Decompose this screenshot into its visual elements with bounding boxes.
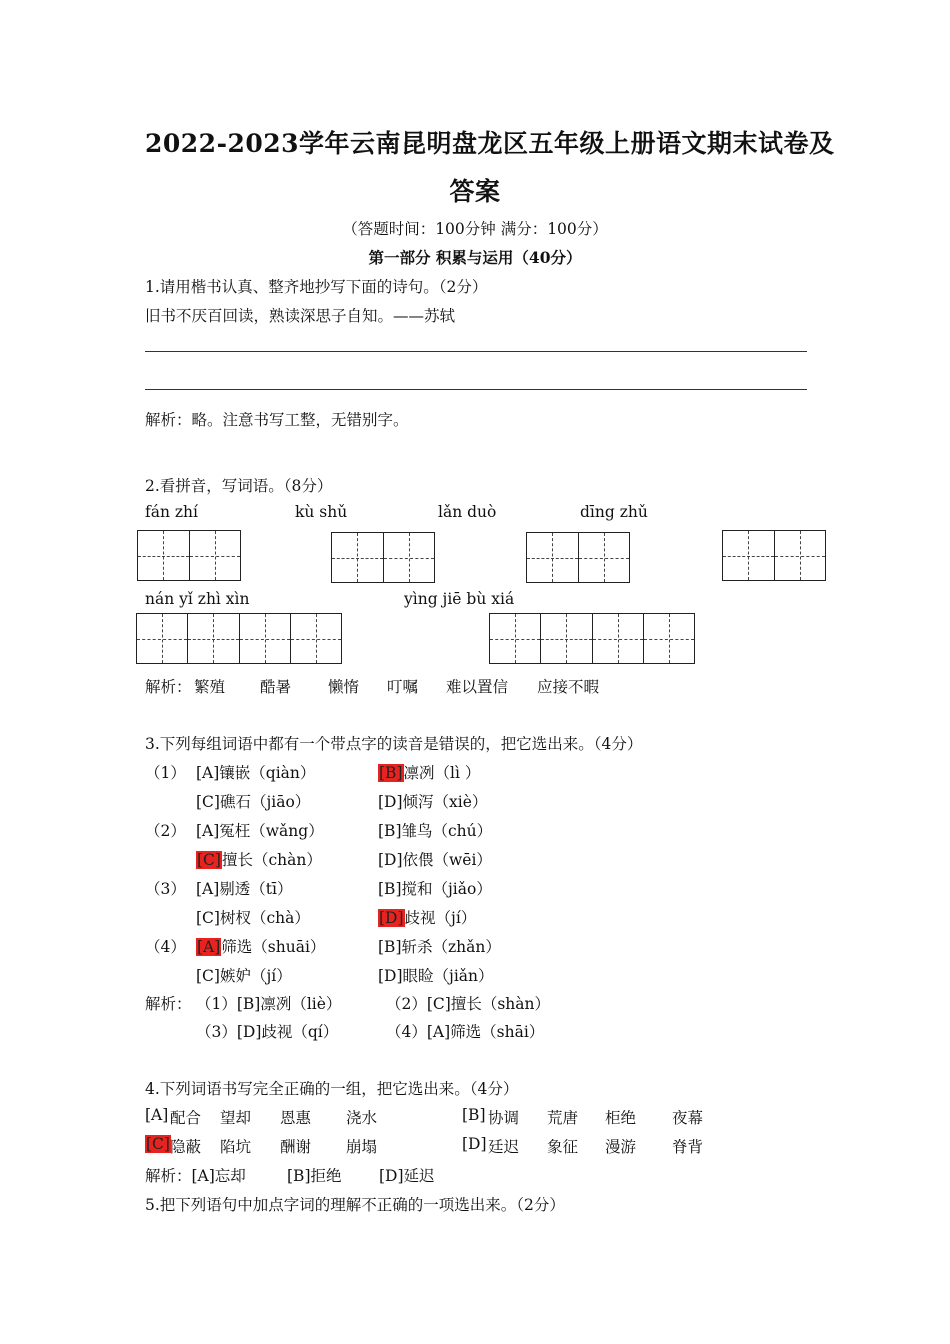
writing-line-1 bbox=[145, 351, 807, 352]
title-line-1: 2022-2023学年云南昆明盘龙区五年级上册语文期末试卷及 bbox=[145, 129, 835, 158]
q3-g2-option-c: [C]擅长（chàn） bbox=[197, 851, 322, 869]
q4-option-d-label: [D] bbox=[462, 1135, 487, 1153]
q3-analysis-label: 解析： bbox=[145, 995, 192, 1013]
answer-highlight: [D] bbox=[379, 909, 404, 927]
answer-highlight: [B] bbox=[379, 764, 403, 782]
q4-b-word-1: 协调 bbox=[488, 1109, 520, 1127]
q3-g4-option-c: [C]嫉妒（jí） bbox=[196, 967, 292, 985]
q1-analysis: 解析：略。注意书写工整，无错别字。 bbox=[145, 411, 409, 429]
q3-g1-option-d: [D]倾泻（xiè） bbox=[378, 793, 488, 811]
q2-answer-4: 叮嘱 bbox=[387, 678, 419, 696]
title-line-2: 答案 bbox=[449, 177, 501, 206]
q3-g2-option-b: [B]雏鸟（chú） bbox=[378, 822, 493, 840]
q4-a-word-4: 浇水 bbox=[346, 1109, 378, 1127]
answer-grid-4[interactable] bbox=[722, 530, 826, 581]
q3-analysis-3: （3）[D]歧视（qí） bbox=[196, 1023, 339, 1041]
q4-a-word-3: 恩惠 bbox=[280, 1109, 312, 1127]
q3-analysis-4: （4）[A]筛选（shāi） bbox=[386, 1023, 545, 1041]
q4-option-b-label: [B] bbox=[462, 1106, 486, 1124]
q4-analysis-3: [D]延迟 bbox=[379, 1167, 435, 1185]
q3-g1-option-b: [B]凛冽（lì ） bbox=[379, 764, 481, 782]
pinyin-3: lǎn duò bbox=[438, 503, 497, 521]
q4-question: 4.下列词语书写完全正确的一组，把它选出来。（4分） bbox=[145, 1080, 519, 1098]
subtitle: （答题时间：100分钟 满分：100分） bbox=[342, 220, 608, 238]
q3-g1-option-a: [A]镶嵌（qiàn） bbox=[196, 764, 316, 782]
q2-question: 2.看拼音，写词语。（8分） bbox=[145, 477, 333, 495]
part-heading: 第一部分 积累与运用（40分） bbox=[368, 248, 582, 267]
q4-option-c-label bbox=[145, 1135, 171, 1153]
q3-group-3-number: （3） bbox=[145, 880, 186, 898]
answer-grid-6[interactable] bbox=[489, 613, 695, 664]
q3-g4-option-a: [A]筛选（shuāi） bbox=[197, 938, 326, 956]
q3-g3-option-d: [D]歧视（jí） bbox=[379, 909, 477, 927]
writing-line-2 bbox=[145, 389, 807, 390]
q4-b-word-2: 荒唐 bbox=[547, 1109, 579, 1127]
q1-question: 1.请用楷书认真、整齐地抄写下面的诗句。（2分） bbox=[145, 278, 488, 296]
q3-group-2-number: （2） bbox=[145, 822, 186, 840]
q4-c-word-2: 陷坑 bbox=[220, 1138, 252, 1156]
pinyin-6: yìng jiē bù xiá bbox=[404, 590, 515, 608]
q3-g4-option-b: [B]斩杀（zhǎn） bbox=[378, 938, 501, 956]
q5-question: 5.把下列语句中加点字词的理解不正确的一项选出来。（2分） bbox=[145, 1196, 565, 1214]
q3-group-4-number: （4） bbox=[145, 938, 186, 956]
answer-highlight: [C] bbox=[146, 1135, 170, 1153]
q4-d-word-1: 廷迟 bbox=[488, 1138, 520, 1156]
answer-highlight: [C] bbox=[197, 851, 221, 869]
q4-b-word-4: 夜幕 bbox=[672, 1109, 704, 1127]
answer-grid-5[interactable] bbox=[136, 613, 342, 664]
q3-g3-option-c: [C]树杈（chà） bbox=[196, 909, 310, 927]
q4-c-word-1: 隐蔽 bbox=[170, 1138, 202, 1156]
q3-g2-option-a: [A]冤枉（wǎng） bbox=[196, 822, 324, 840]
pinyin-2: kù shǔ bbox=[295, 503, 348, 521]
q4-a-word-2: 望却 bbox=[220, 1109, 252, 1127]
pinyin-4: dīng zhǔ bbox=[580, 503, 648, 521]
q2-answer-2: 酷暑 bbox=[260, 678, 292, 696]
q2-answer-5: 难以置信 bbox=[446, 678, 509, 696]
q4-a-word-1: 配合 bbox=[170, 1109, 202, 1127]
answer-highlight: [A] bbox=[197, 938, 221, 956]
q4-c-word-3: 酬谢 bbox=[280, 1138, 312, 1156]
q4-analysis-2: [B]拒绝 bbox=[287, 1167, 342, 1185]
q3-g2-option-d: [D]依偎（wēi） bbox=[378, 851, 492, 869]
q3-group-1-number: （1） bbox=[145, 764, 186, 782]
pinyin-1: fán zhí bbox=[145, 503, 198, 521]
q4-d-word-2: 象征 bbox=[547, 1138, 579, 1156]
q4-option-a-label: [A] bbox=[145, 1106, 169, 1124]
q3-analysis-2: （2）[C]擅长（shàn） bbox=[386, 995, 550, 1013]
q2-answer-1: 繁殖 bbox=[194, 678, 226, 696]
q3-analysis-1: （1）[B]凛冽（liè） bbox=[196, 995, 342, 1013]
q2-answer-3: 懒惰 bbox=[328, 678, 360, 696]
q3-g3-option-a: [A]剔透（tī） bbox=[196, 880, 293, 898]
q4-c-word-4: 崩塌 bbox=[346, 1138, 378, 1156]
q4-b-word-3: 柜绝 bbox=[605, 1109, 637, 1127]
q3-question: 3.下列每组词语中都有一个带点字的读音是错误的，把它选出来。（4分） bbox=[145, 735, 643, 753]
pinyin-5: nán yǐ zhì xìn bbox=[145, 590, 250, 608]
q3-g1-option-c: [C]礁石（jiāo） bbox=[196, 793, 311, 811]
answer-grid-3[interactable] bbox=[526, 532, 630, 583]
answer-grid-1[interactable] bbox=[137, 530, 241, 581]
q2-analysis-label: 解析： bbox=[145, 678, 192, 696]
q4-analysis-1: 解析：[A]忘却 bbox=[145, 1167, 246, 1185]
q4-d-word-4: 脊背 bbox=[672, 1138, 704, 1156]
q3-g3-option-b: [B]搅和（jiǎo） bbox=[378, 880, 492, 898]
q2-answer-6: 应接不暇 bbox=[537, 678, 600, 696]
q3-g4-option-d: [D]眼睑（jiǎn） bbox=[378, 967, 494, 985]
answer-grid-2[interactable] bbox=[331, 532, 435, 583]
q1-poem: 旧书不厌百回读，熟读深思子自知。——苏轼 bbox=[145, 307, 456, 325]
q4-d-word-3: 漫游 bbox=[605, 1138, 637, 1156]
